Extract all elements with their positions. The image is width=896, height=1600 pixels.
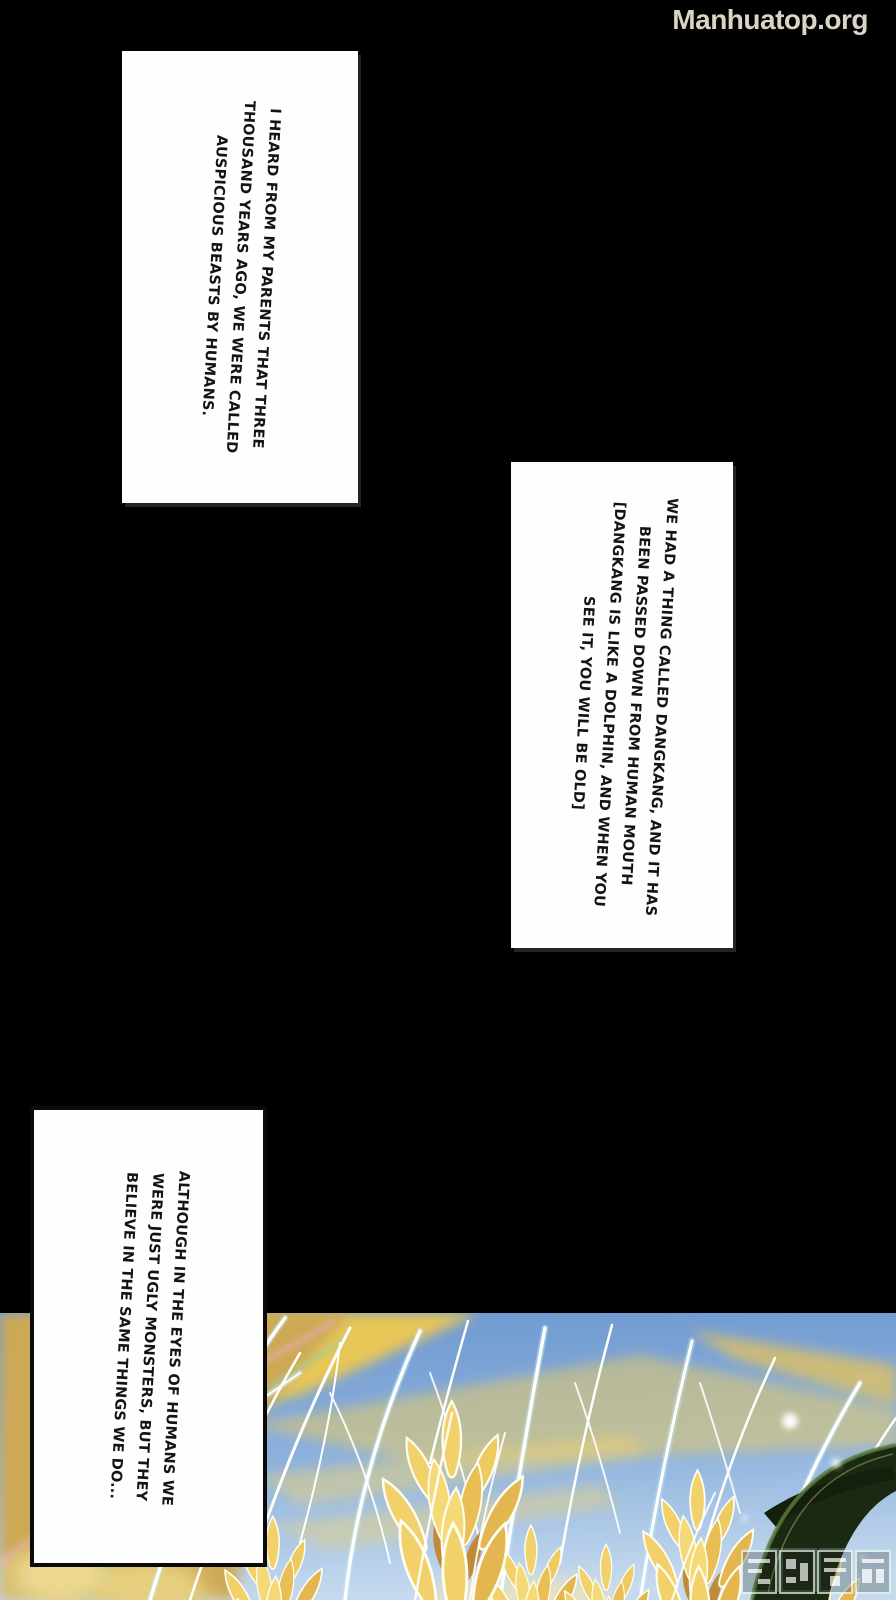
dialog-line: AUSPICIOUS BEASTS BY HUMANS. <box>198 134 230 417</box>
dialog-line: ALTHOUGH IN THE EYES OF HUMANS WE <box>157 1169 192 1506</box>
dialog-line: [DANGKANG IS LIKE A DOLPHIN, AND WHEN YOU <box>590 501 628 908</box>
speech-box-1 <box>122 51 358 503</box>
speech-box-2-text <box>559 493 685 917</box>
dialog-line: WERE JUST UGLY MONSTERS, BUT THEY <box>131 1171 166 1502</box>
dialog-line: I HEARD FROM MY PARENTS THAT THREE <box>249 107 283 449</box>
dialog-line: THOUSAND YEARS AGO, WE WERE CALLED <box>222 100 258 454</box>
speech-box-1-text <box>192 99 288 456</box>
speech-box-3-text <box>101 1167 196 1506</box>
site-logo: Manhuatop.org <box>672 4 868 35</box>
dialog-line: WE HAD A THING CALLED DANGKANG, AND IT HAS <box>641 497 680 917</box>
speech-box-3 <box>30 1106 267 1567</box>
dialog-line: BEEN PASSED DOWN FROM HUMAN MOUTH <box>617 525 653 886</box>
watermark-logo <box>742 1549 892 1593</box>
dialog-line: BELIEVE IN THE SAME THINGS WE DO... <box>105 1171 140 1500</box>
speech-box-2 <box>511 462 733 948</box>
dialog-line: SEE IT, YOU WILL BE OLD] <box>569 595 597 811</box>
